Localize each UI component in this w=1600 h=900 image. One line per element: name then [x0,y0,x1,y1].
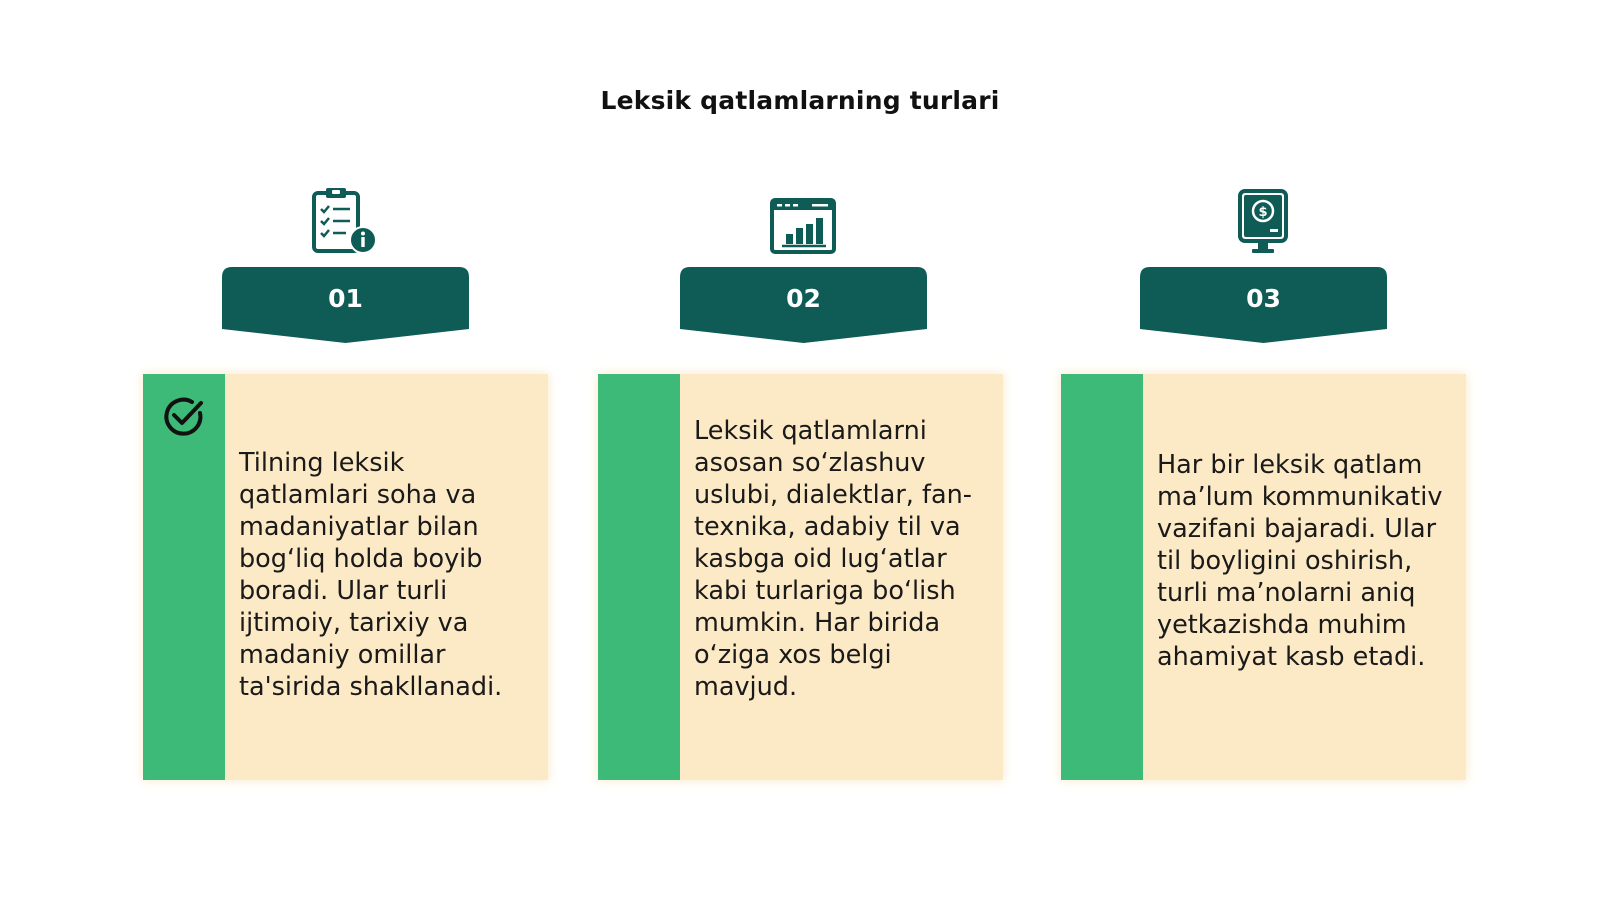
step-badge-03 [1140,267,1387,345]
step-number: 02 [786,284,821,313]
page-title: Leksik qatlamlarning turlari [600,86,1000,115]
check-circle-icon [161,394,207,440]
info-card-03 [1061,374,1466,780]
info-card-01 [143,374,548,780]
card-accent-stripe [598,374,680,780]
svg-text:$: $ [1258,205,1268,220]
clipboard-checklist-info-icon [310,187,380,257]
card-text: Leksik qatlamlarni asosan so‘zlashuv uslubi, dialektlar, fan-texnika, adabiy til va kasbga oid lug‘atlar kabi turlariga bo‘lish mumkin. Har birida o‘ziga xos belgi mavjud. [694,416,972,702]
info-card-02 [598,374,1003,780]
step-badge-02 [680,267,927,345]
card-accent-stripe [143,374,225,780]
step-number: 03 [1246,284,1281,313]
card-text: Tilning leksik qatlamlari soha va madaniyatlar bilan bog‘liq holda boyib boradi. Ular turli ijtimoiy, tarixiy va madaniy omillar ta'sirida shakllanadi. [239,448,503,702]
card-accent-stripe [1061,374,1143,780]
card-text: Har bir leksik qatlam ma’lum kommunikativ vazifani bajaradi. Ular til boyligini oshirish, turli ma’nolarni aniq yetkazishda muhim ahamiyat kasb etadi. [1157,450,1443,672]
browser-bar-chart-icon [768,192,838,262]
monitor-dollar-icon [1228,187,1298,257]
step-number: 01 [328,284,363,313]
step-badge-01 [222,267,469,345]
